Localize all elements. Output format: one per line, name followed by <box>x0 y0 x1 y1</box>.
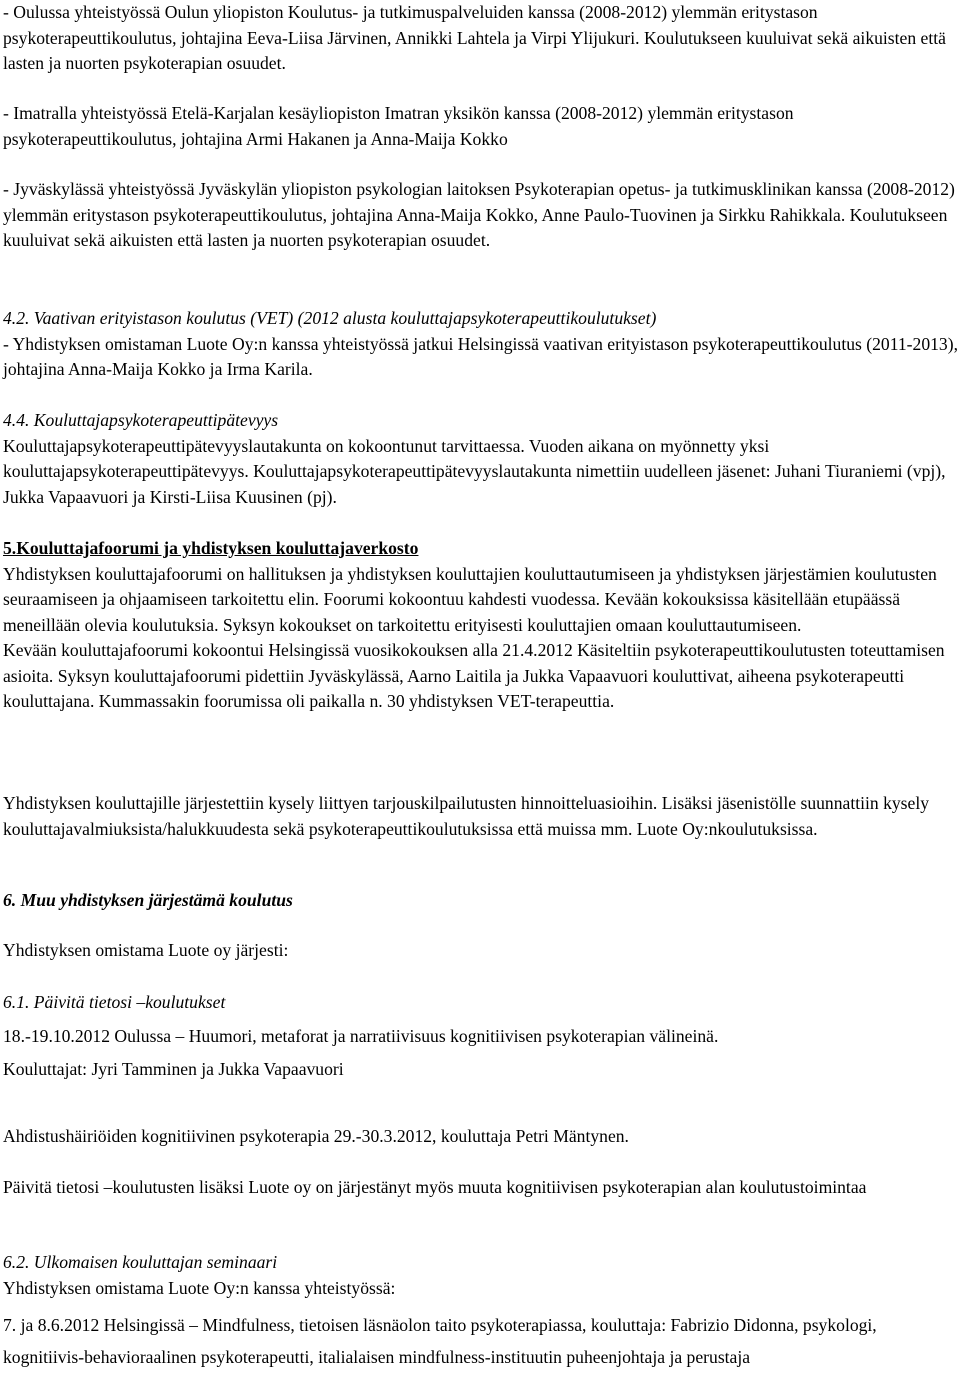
paragraph-other-courses: Päivitä tietosi –koulutusten lisäksi Luote oy on järjestänyt myös muuta kognitiivisen psykoterapian alan koulutustoimintaa <box>3 1177 867 1197</box>
section-5-heading: 5.Kouluttajafoorumi ja yhdistyksen kouluttajaverkosto <box>3 538 419 558</box>
paragraph-oulu: - Oulussa yhteistyössä Oulun yliopiston Koulutus- ja tutkimuspalveluiden kanssa (2008-2012) ylemmän eritystason psykoterapeuttikoulutus, johtajina Eeva-Liisa Järvinen, Annikki Lahtela ja Virpi Ylijukuri. Koulutukseen kuuluivat sekä aikuisten että lasten ja nuorten psykoterapian osuudet. <box>3 2 946 73</box>
course-oulu-huumori: 18.-19.10.2012 Oulussa – Huumori, metaforat ja narratiivisuus kognitiivisen psykoterapian välineinä. <box>3 1026 719 1046</box>
course-trainers: Kouluttajat: Jyri Tamminen ja Jukka Vapaavuori <box>3 1059 344 1079</box>
section-5-body-2: Kevään kouluttajafoorumi kokoontui Helsingissä vuosikokouksen alla 21.4.2012 Käsiteltiin psykoterapeuttikoulutusten toteuttamisen asioita. Syksyn kouluttajafoorumi pidettiin Jyväskylässä, Aarno Laitila ja Jukka Vapaavuori kouluttivat, aiheena psykoterapeutti kouluttajana. Kummassakin foorumissa oli paikalla n. 30 yhdistyksen VET-terapeuttia. <box>3 640 945 711</box>
section-6-2 <box>3 1250 958 1301</box>
course-anxiety: Ahdistushäiriöiden kognitiivinen psykoterapia 29.-30.3.2012, kouluttaja Petri Mäntynen. <box>3 1126 629 1146</box>
section-6-2-heading: 6.2. Ulkomaisen kouluttajan seminaari <box>3 1252 278 1272</box>
section-4-2 <box>3 306 958 383</box>
section-6-heading: 6. Muu yhdistyksen järjestämä koulutus <box>3 890 293 910</box>
section-4-2-heading: 4.2. Vaativan erityistason koulutus (VET) (2012 alusta kouluttajapsykoterapeuttikoulutukset) <box>3 308 657 328</box>
section-4-2-body: - Yhdistyksen omistaman Luote Oy:n kanssa yhteistyössä jatkui Helsingissä vaativan erityistason psykoterapeuttikoulutus (2011-2013), johtajina Anna-Maija Kokko ja Irma Karila. <box>3 333 958 379</box>
section-4-4-heading: 4.4. Kouluttajapsykoterapeuttipätevyys <box>3 410 279 430</box>
section-6-2-intro: Yhdistyksen omistama Luote Oy:n kanssa yhteistyössä: <box>3 1277 396 1298</box>
section-5-body: Yhdistyksen kouluttajafoorumi on hallituksen ja yhdistyksen kouluttajien kouluttautumiseen ja yhdistyksen järjestämien koulutusten seuraamiseen ja ohjaamiseen tarkoitettu elin. Foorumi kokoontuu kahdesti vuodessa. Kevään kokouksissa käsitellään etupäässä meneillään olevia koulutuksia. Syksyn kokoukset on tarkoitettu erityisesti kouluttajien omaan kouluttautumiseen. <box>3 563 937 635</box>
section-6-1-heading: 6.1. Päivitä tietosi –koulutukset <box>3 992 226 1012</box>
section-4-4 <box>3 408 958 510</box>
section-4-4-body: Kouluttajapsykoterapeuttipätevyyslautakunta on kokoontunut tarvittaessa. Vuoden aikana on myönnetty yksi kouluttajapsykoterapeuttipätevyys. Kouluttajapsykoterapeuttipätevyyslautakunta nimettiin uudelleen jäsenet: Juhani Tiuraniemi (vpj), Jukka Vapaavuori ja Kirsti-Liisa Kuusinen (pj). <box>3 435 946 507</box>
paragraph-survey: Yhdistyksen kouluttajille järjestettiin kysely liittyen tarjouskilpailutusten hinnoitteluasioihin. Lisäksi jäsenistölle suunnattiin kysely kouluttajavalmiuksista/halukkuudesta sekä psykoterapeuttikoulutuksissa että muissa mm. Luote Oy:nkoulutuksissa. <box>3 793 930 839</box>
paragraph-imatra: - Imatralla yhteistyössä Etelä-Karjalan kesäyliopiston Imatran yksikön kanssa (2008-2012) ylemmän eritystason psykoterapeuttikoulutus, johtajina Armi Hakanen ja Anna-Maija Kokko <box>3 103 794 149</box>
paragraph-jyvaskyla: - Jyväskylässä yhteistyössä Jyväskylän yliopiston psykologian laitoksen Psykoterapian opetus- ja tutkimusklinikan kanssa (2008-2012) ylemmän eritystason psykoterapeuttikoulutus, johtajina Anna-Maija Kokko, Anne Paulo-Tuovinen ja Sirkku Rahikkala. Koulutukseen kuuluivat sekä aikuisten että lasten ja nuorten psykoterapian osuudet. <box>3 179 955 250</box>
course-mindfulness: 7. ja 8.6.2012 Helsingissä – Mindfulness, tietoisen läsnäolon taito psykoterapiassa, kouluttaja: Fabrizio Didonna, psykologi, kognitiivis-behavioraalinen psykoterapeutti, italialaisen mindfulness-instituutin puheenjohtaja ja perustaja <box>3 1315 877 1367</box>
section-6-intro: Yhdistyksen omistama Luote oy järjesti: <box>3 940 289 960</box>
section-5 <box>3 536 958 715</box>
